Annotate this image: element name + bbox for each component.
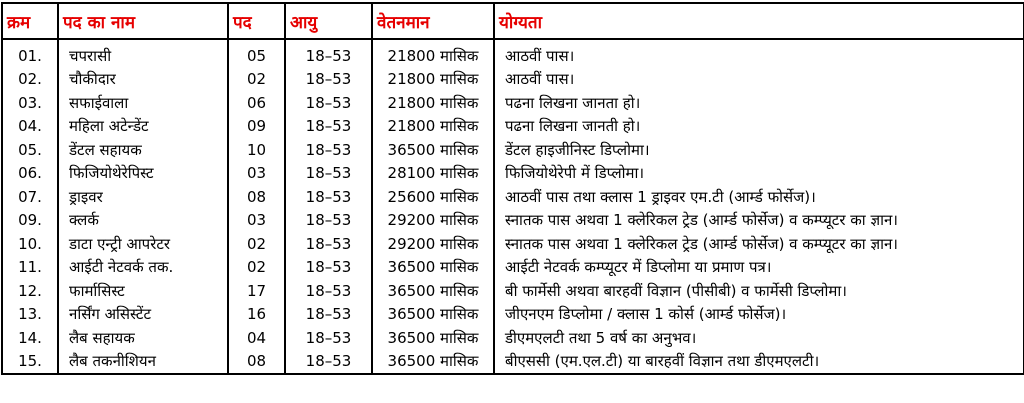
cell-qualification: डेंटल हाइजीनिस्ट डिप्लोमा। <box>494 138 1024 162</box>
cell-serial: 15. <box>18 352 42 371</box>
cell-age: 18–53 <box>285 138 372 162</box>
cell-post-name: नर्सिंग असिस्टेंट <box>58 303 228 327</box>
cell-pay-scale: 21800 मासिक <box>372 115 494 139</box>
header-serial: क्रम <box>2 3 58 39</box>
cell-post-name: चपरासी <box>58 39 228 68</box>
cell-post-count: 06 <box>228 91 285 115</box>
cell-post-name: महिला अटेन्डेंट <box>58 115 228 139</box>
cell-qualification: फिजियोथेरेपी में डिप्लोमा। <box>494 162 1024 186</box>
header-post-count: पद <box>228 3 285 39</box>
cell-post-name: डाटा एन्ट्री आपरेटर <box>58 232 228 256</box>
cell-post-name: आईटी नेटवर्क तक. <box>58 256 228 280</box>
header-qualification: योग्यता <box>494 3 1024 39</box>
cell-qualification: आठवीं पास। <box>494 39 1024 68</box>
cell-post-count: 03 <box>228 209 285 233</box>
table-header-row <box>2 3 1024 39</box>
cell-serial: 04. <box>18 117 42 136</box>
cell-pay-scale: 21800 मासिक <box>372 91 494 115</box>
cell-age: 18–53 <box>285 279 372 303</box>
cell-pay-scale: 25600 मासिक <box>372 185 494 209</box>
cell-post-name: फार्मासिस्ट <box>58 279 228 303</box>
cell-post-count: 05 <box>228 39 285 68</box>
cell-age: 18–53 <box>285 115 372 139</box>
cell-pay-scale: 21800 मासिक <box>372 68 494 92</box>
cell-pay-scale: 36500 मासिक <box>372 279 494 303</box>
header-post-name: पद का नाम <box>58 3 228 39</box>
cell-pay-scale: 36500 मासिक <box>372 303 494 327</box>
cell-serial: 13. <box>18 305 42 324</box>
cell-qualification: आठवीं पास तथा क्लास 1 ड्राइवर एम.टी (आर्म्ड फोर्सेज)। <box>494 185 1024 209</box>
cell-post-name: क्लर्क <box>58 209 228 233</box>
table-row <box>2 326 1024 350</box>
cell-post-count: 17 <box>228 279 285 303</box>
header-pay-scale: वेतनमान <box>372 3 494 39</box>
cell-post-name: ड्राइवर <box>58 185 228 209</box>
table-row <box>2 115 1024 139</box>
cell-serial: 09. <box>18 211 42 230</box>
cell-post-name: फिजियोथेरेपिस्ट <box>58 162 228 186</box>
table-row <box>2 232 1024 256</box>
cell-post-count: 08 <box>228 185 285 209</box>
cell-post-count: 10 <box>228 138 285 162</box>
cell-post-name: सफाईवाला <box>58 91 228 115</box>
cell-qualification: स्नातक पास अथवा 1 क्लेरिकल ट्रेड (आर्म्ड फोर्सेज) व कम्प्यूटर का ज्ञान। <box>494 232 1024 256</box>
cell-age: 18–53 <box>285 326 372 350</box>
cell-serial: 11. <box>18 258 42 277</box>
table-row <box>2 138 1024 162</box>
table-row <box>2 279 1024 303</box>
cell-pay-scale: 36500 मासिक <box>372 138 494 162</box>
cell-age: 18–53 <box>285 209 372 233</box>
cell-post-count: 09 <box>228 115 285 139</box>
cell-qualification: पढना लिखना जानती हो। <box>494 115 1024 139</box>
cell-age: 18–53 <box>285 256 372 280</box>
cell-qualification: बी फार्मेसी अथवा बारहवीं विज्ञान (पीसीबी) व फार्मेसी डिप्लोमा। <box>494 279 1024 303</box>
cell-serial: 02. <box>18 70 42 89</box>
cell-qualification: आईटी नेटवर्क कम्प्यूटर में डिप्लोमा या प्रमाण पत्र। <box>494 256 1024 280</box>
recruitment-table <box>1 2 1024 375</box>
cell-serial: 03. <box>18 93 42 112</box>
cell-qualification: बीएससी (एम.एल.टी) या बारहवीं विज्ञान तथा डीएमएलटी। <box>494 350 1024 375</box>
cell-qualification: आठवीं पास। <box>494 68 1024 92</box>
cell-post-name: लैब सहायक <box>58 326 228 350</box>
cell-serial: 10. <box>18 234 42 253</box>
cell-age: 18–53 <box>285 232 372 256</box>
cell-age: 18–53 <box>285 162 372 186</box>
cell-serial: 12. <box>18 281 42 300</box>
cell-qualification: स्नातक पास अथवा 1 क्लेरिकल ट्रेड (आर्म्ड फोर्सेज) व कम्प्यूटर का ज्ञान। <box>494 209 1024 233</box>
cell-pay-scale: 36500 मासिक <box>372 350 494 375</box>
table-row <box>2 185 1024 209</box>
table-row <box>2 162 1024 186</box>
cell-pay-scale: 36500 मासिक <box>372 326 494 350</box>
cell-post-name: चौकीदार <box>58 68 228 92</box>
table-row <box>2 256 1024 280</box>
cell-post-count: 16 <box>228 303 285 327</box>
cell-post-count: 02 <box>228 232 285 256</box>
cell-pay-scale: 28100 मासिक <box>372 162 494 186</box>
cell-pay-scale: 21800 मासिक <box>372 39 494 68</box>
cell-pay-scale: 29200 मासिक <box>372 209 494 233</box>
header-age: आयु <box>285 3 372 39</box>
table-row <box>2 303 1024 327</box>
cell-post-count: 03 <box>228 162 285 186</box>
cell-serial: 14. <box>18 328 42 347</box>
cell-pay-scale: 29200 मासिक <box>372 232 494 256</box>
cell-age: 18–53 <box>285 350 372 375</box>
cell-age: 18–53 <box>285 68 372 92</box>
table-row <box>2 91 1024 115</box>
cell-post-count: 02 <box>228 256 285 280</box>
recruitment-table-container <box>1 2 1023 400</box>
cell-post-count: 02 <box>228 68 285 92</box>
cell-pay-scale: 36500 मासिक <box>372 256 494 280</box>
cell-qualification: पढना लिखना जानता हो। <box>494 91 1024 115</box>
cell-age: 18–53 <box>285 303 372 327</box>
table-row <box>2 68 1024 92</box>
table-row <box>2 39 1024 68</box>
table-row <box>2 350 1024 375</box>
cell-age: 18–53 <box>285 185 372 209</box>
cell-qualification: डीएमएलटी तथा 5 वर्ष का अनुभव। <box>494 326 1024 350</box>
cell-serial: 05. <box>18 140 42 159</box>
cell-serial: 06. <box>18 164 42 183</box>
cell-age: 18–53 <box>285 39 372 68</box>
cell-age: 18–53 <box>285 91 372 115</box>
cell-qualification: जीएनएम डिप्लोमा / क्लास 1 कोर्स (आर्म्ड फोर्सेज)। <box>494 303 1024 327</box>
table-row <box>2 209 1024 233</box>
cell-serial: 01. <box>18 46 42 65</box>
cell-serial: 07. <box>18 187 42 206</box>
cell-post-count: 04 <box>228 326 285 350</box>
cell-post-count: 08 <box>228 350 285 375</box>
cell-post-name: डेंटल सहायक <box>58 138 228 162</box>
cell-post-name: लैब तकनीशियन <box>58 350 228 375</box>
